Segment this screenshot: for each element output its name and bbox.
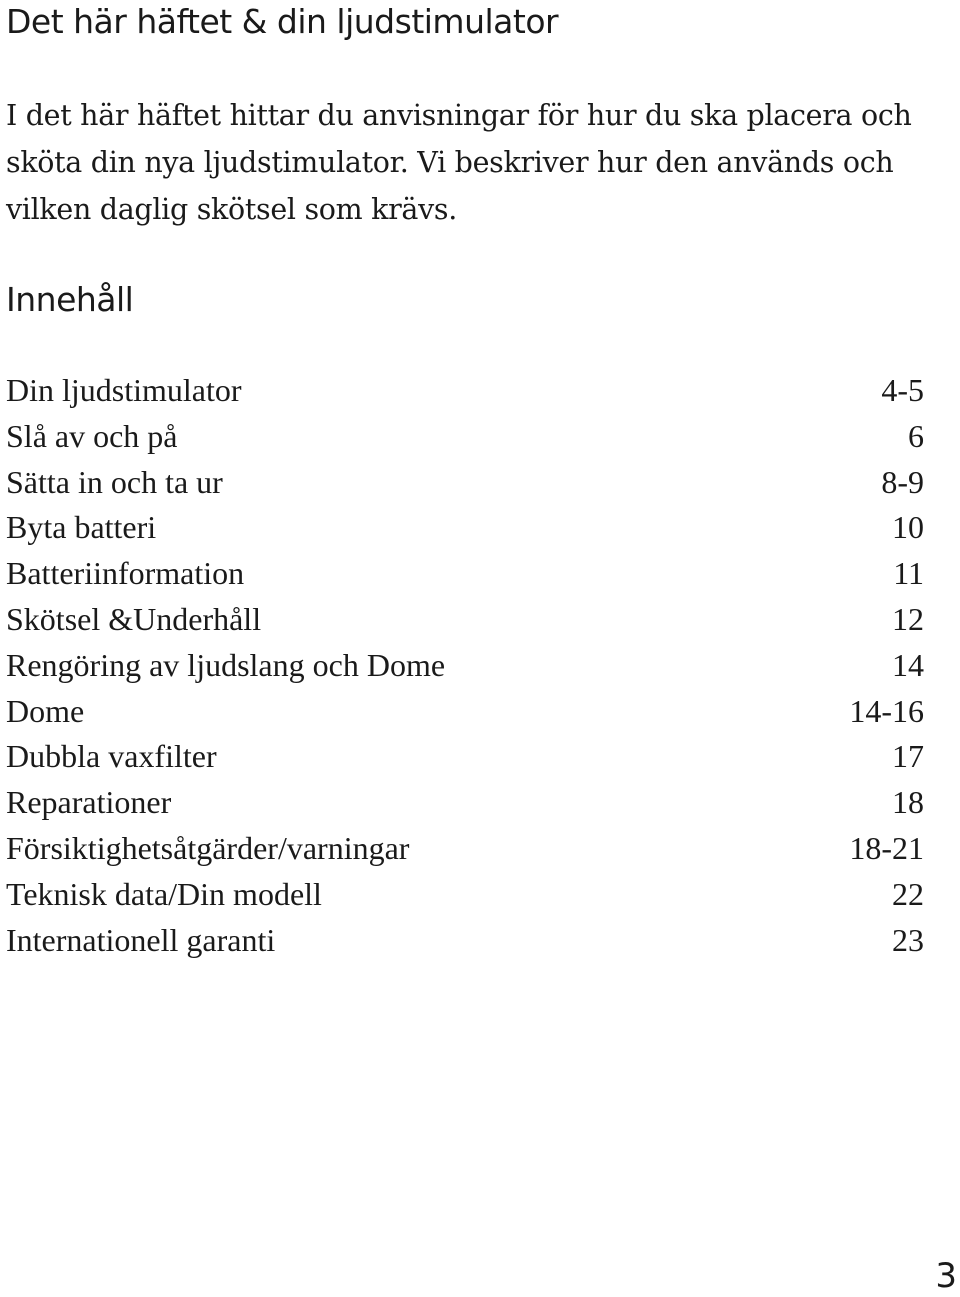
toc-entry-pages: 17 <box>892 738 924 775</box>
toc-entry-pages: 8-9 <box>881 463 924 500</box>
toc-entry-pages: 18-21 <box>849 829 924 866</box>
toc-entry-label: Dome <box>6 692 85 729</box>
toc-entry <box>6 551 924 597</box>
toc-entry-pages: 11 <box>893 555 924 592</box>
toc-heading: Innehåll <box>6 280 134 319</box>
toc-entry <box>6 918 924 964</box>
toc-entry-label: Dubbla vaxfilter <box>6 738 217 775</box>
toc-entry-label: Batteriinformation <box>6 555 245 592</box>
page-number: 3 <box>935 1256 957 1296</box>
toc-entry-label: Skötsel &Underhåll <box>6 600 262 637</box>
toc-entry <box>6 505 924 551</box>
page-title: Det här häftet & din ljudstimulator <box>6 2 559 41</box>
toc-entry-label: Din ljudstimulator <box>6 372 242 408</box>
toc-entry-label: Sätta in och ta ur <box>6 463 223 500</box>
toc-entry-label: Internationell garanti <box>6 921 276 958</box>
toc-entry-pages: 14-16 <box>849 692 924 729</box>
toc-entry <box>6 597 924 643</box>
intro-paragraph: I det här häftet hittar du anvisningar för hur du ska placera och sköta din nya ljudstimulator. Vi beskriver hur den används och vilken daglig skötsel som krävs. <box>6 99 912 226</box>
toc-entry-pages: 18 <box>892 784 924 821</box>
toc-entry-label: Reparationer <box>6 784 172 821</box>
toc-entry-pages: 12 <box>892 600 924 637</box>
toc-entry <box>6 689 924 735</box>
toc-entry <box>6 734 924 780</box>
toc-entry-pages: 22 <box>892 875 924 912</box>
toc-entry <box>6 460 924 506</box>
toc-entry-label: Teknisk data/Din modell <box>6 875 322 912</box>
toc-entry <box>6 826 924 872</box>
table-of-contents <box>6 368 924 963</box>
toc-entry-pages: 23 <box>892 921 924 958</box>
toc-entry-pages: 14 <box>892 646 924 683</box>
toc-entry <box>6 368 924 414</box>
toc-entry <box>6 780 924 826</box>
toc-entry <box>6 643 924 689</box>
toc-entry <box>6 872 924 918</box>
toc-entry-label: Slå av och på <box>6 417 178 454</box>
toc-entry-pages: 6 <box>908 417 924 454</box>
toc-entry-pages: 10 <box>892 509 924 546</box>
toc-entry <box>6 414 924 460</box>
toc-entry-label: Försiktighetsåtgärder/varningar <box>6 829 410 866</box>
toc-entry-label: Rengöring av ljudslang och Dome <box>6 646 446 683</box>
toc-entry-pages: 4-5 <box>881 372 924 408</box>
toc-entry-label: Byta batteri <box>6 509 157 546</box>
